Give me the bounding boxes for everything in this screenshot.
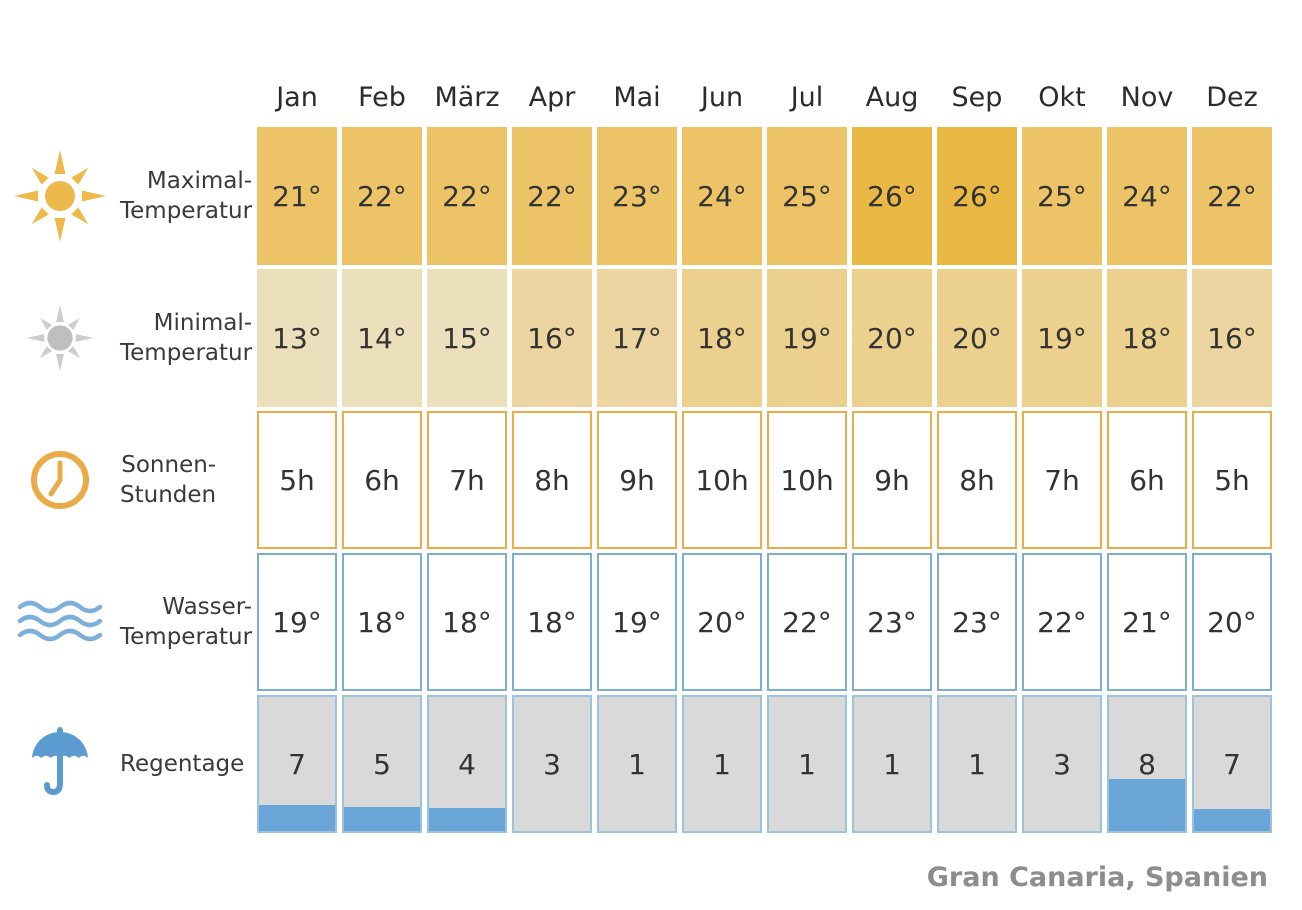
row-header-water-temp	[0, 553, 252, 691]
cell-water-temp-Apr	[512, 553, 592, 691]
cell-value: 1	[883, 747, 901, 781]
cell-value: 1	[628, 747, 646, 781]
cell-value: 7h	[1044, 463, 1080, 497]
row-label-sun-hours	[120, 450, 253, 510]
cell-value: 15°	[442, 321, 492, 355]
cell-min-temp-Jul	[767, 269, 847, 407]
cell-value: 25°	[782, 179, 832, 213]
cell-value: 20°	[867, 321, 917, 355]
cell-sun-hours-Nov	[1107, 411, 1187, 549]
cell-water-temp-Mai	[597, 553, 677, 691]
row-label-line: Sonnen-	[121, 452, 217, 478]
cell-value: 19°	[612, 605, 662, 639]
rain-bar-Jan	[259, 805, 335, 831]
cell-value: 22°	[782, 605, 832, 639]
cell-value: 22°	[442, 179, 492, 213]
cell-value: 21°	[272, 179, 322, 213]
cell-value: 7h	[449, 463, 485, 497]
cell-min-temp-März	[427, 269, 507, 407]
cell-rain-days-Nov	[1107, 695, 1187, 833]
cell-max-temp-Sep	[937, 127, 1017, 265]
cell-sun-hours-Jul	[767, 411, 847, 549]
cell-value: 8h	[959, 463, 995, 497]
cell-water-temp-Aug	[852, 553, 932, 691]
month-header-4: Apr	[528, 82, 576, 113]
cell-max-temp-Nov	[1107, 127, 1187, 265]
cell-sun-hours-Sep	[937, 411, 1017, 549]
cell-max-temp-Okt	[1022, 127, 1102, 265]
cell-value: 1	[713, 747, 731, 781]
cell-value: 25°	[1037, 179, 1087, 213]
row-label-line: Regentage	[120, 751, 245, 777]
rain-bar-März	[429, 808, 505, 831]
cell-rain-days-März	[427, 695, 507, 833]
cell-sun-hours-Dez	[1192, 411, 1272, 549]
cell-value: 19°	[782, 321, 832, 355]
cell-value: 10h	[780, 463, 834, 497]
cell-max-temp-Dez	[1192, 127, 1272, 265]
month-header-6: Jun	[700, 82, 744, 113]
cell-max-temp-März	[427, 127, 507, 265]
cell-value: 1	[798, 747, 816, 781]
cell-rain-days-Feb	[342, 695, 422, 833]
cell-value: 18°	[1122, 321, 1172, 355]
month-header-2: Feb	[358, 82, 406, 113]
cell-value: 26°	[867, 179, 917, 213]
cell-rain-days-Aug	[852, 695, 932, 833]
month-header-11: Nov	[1120, 82, 1174, 113]
cell-value: 6h	[364, 463, 400, 497]
rain-bar-Dez	[1194, 809, 1270, 831]
cell-max-temp-Jul	[767, 127, 847, 265]
cell-value: 16°	[527, 321, 577, 355]
row-label-line: Minimal-	[153, 310, 253, 336]
cell-water-temp-März	[427, 553, 507, 691]
cell-rain-days-Apr	[512, 695, 592, 833]
cell-value: 10h	[695, 463, 749, 497]
cell-value: 1	[968, 747, 986, 781]
row-label-line: Stunden	[120, 482, 217, 508]
cell-rain-days-Jan	[257, 695, 337, 833]
cell-sun-hours-Aug	[852, 411, 932, 549]
row-header-sun-hours	[0, 411, 252, 549]
cell-max-temp-Mai	[597, 127, 677, 265]
cell-sun-hours-Jan	[257, 411, 337, 549]
row-header-min-temp	[0, 269, 252, 407]
cell-value: 23°	[867, 605, 917, 639]
rain-bar-Nov	[1109, 779, 1185, 831]
row-label-line: Maximal-	[146, 168, 253, 194]
cell-value: 20°	[697, 605, 747, 639]
cell-water-temp-Jun	[682, 553, 762, 691]
row-label-line: Temperatur	[120, 198, 253, 224]
cell-value: 23°	[612, 179, 662, 213]
month-header-9: Sep	[951, 82, 1003, 113]
cell-min-temp-Okt	[1022, 269, 1102, 407]
cell-min-temp-Jan	[257, 269, 337, 407]
cell-value: 19°	[272, 605, 322, 639]
cell-value: 9h	[619, 463, 655, 497]
cell-value: 5h	[279, 463, 315, 497]
cell-value: 19°	[1037, 321, 1087, 355]
cell-min-temp-Apr	[512, 269, 592, 407]
cell-value: 5	[373, 747, 391, 781]
cell-value: 17°	[612, 321, 662, 355]
cell-value: 24°	[1122, 179, 1172, 213]
cell-sun-hours-Mai	[597, 411, 677, 549]
cell-rain-days-Okt	[1022, 695, 1102, 833]
month-header-7: Jul	[790, 82, 824, 113]
cell-value: 4	[458, 747, 476, 781]
cell-value: 7	[1223, 747, 1241, 781]
cell-value: 9h	[874, 463, 910, 497]
location-label: Gran Canaria, Spanien	[926, 862, 1268, 893]
rain-bar-Feb	[344, 807, 420, 831]
cell-value: 21°	[1122, 605, 1172, 639]
cell-value: 24°	[697, 179, 747, 213]
cell-value: 22°	[357, 179, 407, 213]
cell-rain-days-Sep	[937, 695, 1017, 833]
cell-value: 22°	[1207, 179, 1257, 213]
cell-rain-days-Dez	[1192, 695, 1272, 833]
month-header-3: März	[434, 82, 500, 113]
cell-value: 8h	[534, 463, 570, 497]
cell-max-temp-Aug	[852, 127, 932, 265]
row-label-line: Temperatur	[120, 340, 253, 366]
month-header-5: Mai	[613, 82, 661, 113]
cell-max-temp-Jun	[682, 127, 762, 265]
cell-rain-days-Mai	[597, 695, 677, 833]
cell-value: 13°	[272, 321, 322, 355]
cell-sun-hours-Apr	[512, 411, 592, 549]
cell-value: 23°	[952, 605, 1002, 639]
cell-value: 18°	[442, 605, 492, 639]
row-header-max-temp	[0, 127, 252, 265]
cell-sun-hours-Okt	[1022, 411, 1102, 549]
month-header-10: Okt	[1038, 82, 1086, 113]
cell-value: 6h	[1129, 463, 1165, 497]
month-header-8: Aug	[865, 82, 919, 113]
cell-sun-hours-März	[427, 411, 507, 549]
cell-min-temp-Feb	[342, 269, 422, 407]
row-label-line: Wasser-	[162, 594, 253, 620]
cell-value: 18°	[527, 605, 577, 639]
cell-min-temp-Dez	[1192, 269, 1272, 407]
cell-max-temp-Jan	[257, 127, 337, 265]
cell-min-temp-Sep	[937, 269, 1017, 407]
cell-max-temp-Feb	[342, 127, 422, 265]
cell-water-temp-Sep	[937, 553, 1017, 691]
month-header-12: Dez	[1206, 82, 1258, 113]
cell-sun-hours-Jun	[682, 411, 762, 549]
cell-sun-hours-Feb	[342, 411, 422, 549]
cell-min-temp-Aug	[852, 269, 932, 407]
cell-value: 3	[543, 747, 561, 781]
cell-value: 22°	[1037, 605, 1087, 639]
cell-value: 3	[1053, 747, 1071, 781]
cell-value: 8	[1138, 747, 1156, 781]
cell-water-temp-Jan	[257, 553, 337, 691]
cell-water-temp-Nov	[1107, 553, 1187, 691]
sun-dim-icon	[0, 300, 120, 376]
cell-rain-days-Jun	[682, 695, 762, 833]
cell-water-temp-Feb	[342, 553, 422, 691]
waves-icon	[0, 599, 120, 645]
cell-value: 18°	[697, 321, 747, 355]
cell-water-temp-Dez	[1192, 553, 1272, 691]
cell-value: 18°	[357, 605, 407, 639]
row-header-rain-days	[0, 695, 252, 833]
cell-water-temp-Okt	[1022, 553, 1102, 691]
cell-value: 20°	[1207, 605, 1257, 639]
cell-value: 5h	[1214, 463, 1250, 497]
cell-value: 22°	[527, 179, 577, 213]
cell-water-temp-Jul	[767, 553, 847, 691]
cell-value: 16°	[1207, 321, 1257, 355]
row-label-line: Temperatur	[120, 624, 253, 650]
cell-value: 7	[288, 747, 306, 781]
sun-icon	[0, 148, 120, 244]
cell-value: 26°	[952, 179, 1002, 213]
cell-min-temp-Jun	[682, 269, 762, 407]
cell-value: 14°	[357, 321, 407, 355]
cell-min-temp-Mai	[597, 269, 677, 407]
umbrella-icon	[0, 727, 120, 801]
clock-icon	[0, 448, 120, 512]
month-header-1: Jan	[276, 82, 318, 113]
cell-min-temp-Nov	[1107, 269, 1187, 407]
cell-value: 20°	[952, 321, 1002, 355]
cell-rain-days-Jul	[767, 695, 847, 833]
cell-max-temp-Apr	[512, 127, 592, 265]
